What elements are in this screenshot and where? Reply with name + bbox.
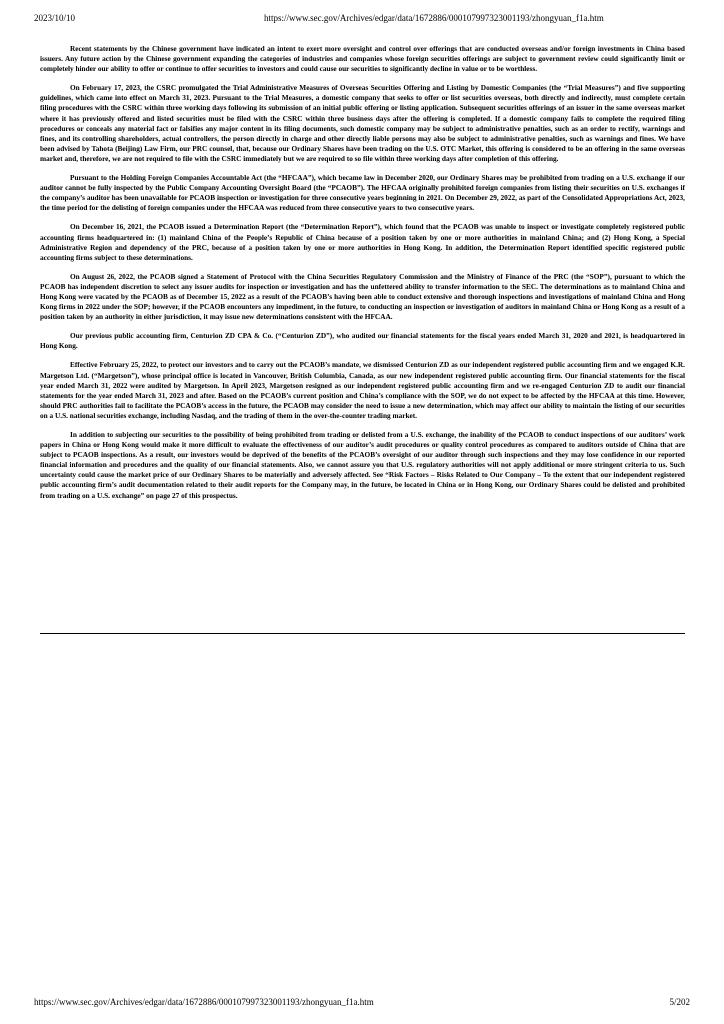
print-url: https://www.sec.gov/Archives/edgar/data/1672886/000107997323001193/zhongyuan_f1a.htm xyxy=(264,13,604,23)
paragraph-hfcaa: Pursuant to the Holding Foreign Companies Accountable Act (the “HFCAA”), which became law in December 2020, our Ordinary Shares may be prohibited from trading on a U.S. exchange if our auditor cannot be fully inspected by the Public Company Accounting Oversight Board (the “PCAOB”). The HFCAA originally prohibited foreign companies from listing their securities on U.S. exchanges if the company’s auditor has been unavailable for PCAOB inspection or investigation for three consecutive years beginning in 2021. On December 29, 2022, as part of the Consolidated Appropriations Act, 2023, the time period for the delisting of foreign companies under the HFCAA was reduced from three consecutive years to two consecutive years. xyxy=(40,173,685,213)
paragraph-determination-report: On December 16, 2021, the PCAOB issued a Determination Report (the “Determination Report”), which found that the PCAOB was unable to inspect or investigate completely registered public accounting firms headquartered in: (1) mainland China of the People’s Republic of China because of a position taken by one or more authorities in mainland China; and (2) Hong Kong, a Special Administrative Region and dependency of the PRC, because of a position taken by one or more authorities in Hong Kong. In addition, the Determination Report identified specific registered public accounting firms subject to these determinations. xyxy=(40,222,685,262)
print-footer xyxy=(34,996,690,1010)
print-date: 2023/10/10 xyxy=(34,13,76,23)
page-divider xyxy=(40,633,685,634)
footer-url: https://www.sec.gov/Archives/edgar/data/1672886/000107997323001193/zhongyuan_f1a.htm xyxy=(34,997,374,1007)
paragraph-csrc-trial-measures: On February 17, 2023, the CSRC promulgated the Trial Administrative Measures of Overseas Securities Offering and Listing by Domestic Companies (the “Trial Measures”) and five supporting guidelines, which came into effect on March 31, 2023. Pursuant to the Trial Measures, a domestic company that seeks to offer or list securities overseas, both directly and indirectly, must complete certain filing procedures with the CSRC within three working days following its submission of an initial public offering or listing application. Subsequent securities offerings of an issuer in the same overseas market where it has previously offered and listed securities must be filed with the CSRC within three business days after the offering is completed. If a domestic company fails to complete the required filing procedures or conceals any material fact or falsifies any major content in its filing documents, such domestic company may be subject to administrative penalties, such as an order to rectify, warnings and fines, and its controlling shareholders, actual controllers, the person directly in charge and other directly liable persons may also be subject to administrative penalties, such as warnings and fines. We have been advised by Tahota (Beijing) Law Firm, our PRC counsel, that, because our Ordinary Shares have been trading on the U.S. OTC Market, this offering is considered to be an offering in the same overseas market and, therefore, we are not required to file with the CSRC immediately but we are required to so file within three working days after completion of this offering. xyxy=(40,83,685,163)
document-body xyxy=(40,44,685,510)
paragraph-government-oversight: Recent statements by the Chinese government have indicated an intent to exert more oversight and control over offerings that are conducted overseas and/or foreign investments in China based issuers. Any future action by the Chinese government expanding the categories of industries and companies whose foreign securities offerings are subject to government review could significantly limit or completely hinder our ability to offer or continue to offer securities to investors and could cause our securities to significantly decline in value or to be worthless. xyxy=(40,44,685,74)
paragraph-auditor-change: Effective February 25, 2022, to protect our investors and to carry out the PCAOB’s mandate, we dismissed Centurion ZD as our independent registered public accounting firm and we engaged K.R. Margetson Ltd. (“Margetson”), whose principal office is located in Vancouver, British Columbia, Canada, as our new independent registered public accounting firm. Our financial statements for the fiscal year ended March 31, 2022 were audited by Margetson. In April 2023, Margetson resigned as our independent registered public accounting firm and we re-engaged Centurion ZD to audit our financial statements for the year ended March 31, 2023 and after. Based on the PCAOB’s current position and China’s compliance with the SOP, we do not expect to be affected by the HFCAA at this time. However, should PRC authorities fail to facilitate the PCAOB’s access in the future, the PCAOB may consider the need to issue a new determination, which may affect our ability to maintain the listing of our securities on a U.S. national securities exchange, including Nasdaq, and the trading of them in the over-the-counter trading market. xyxy=(40,360,685,420)
paragraph-previous-auditor: Our previous public accounting firm, Centurion ZD CPA & Co. (“Centurion ZD”), who audited our financial statements for the fiscal years ended March 31, 2020 and 2021, is headquartered in Hong Kong. xyxy=(40,331,685,351)
paragraph-inspection-risks: In addition to subjecting our securities to the possibility of being prohibited from trading or delisted from a U.S. exchange, the inability of the PCAOB to conduct inspections of our auditors’ work papers in China or Hong Kong would make it more difficult to evaluate the effectiveness of our auditor’s audit procedures or quality control procedures as compared to auditors outside of China that are subject to PCAOB inspections. As a result, our investors would be deprived of the benefits of the PCAOB’s oversight of our auditor through such inspections and they may lose confidence in our reported financial information and procedures and the quality of our financial statements. Also, we cannot assure you that U.S. regulatory authorities will not apply additional or more stringent criteria to us. Such uncertainty could cause the market price of our Ordinary Shares to be materially and adversely affected. See “Risk Factors – Risks Related to Our Company – To the extent that our independent registered public accounting firm’s audit documentation related to their audit reports for the Company may, in the future, be located in China or in Hong Kong, our Ordinary Shares could be delisted and prohibited from trading on a U.S. exchange” on page 27 of this prospectus. xyxy=(40,430,685,500)
print-header xyxy=(34,12,690,26)
page-number: 5/202 xyxy=(669,997,690,1007)
paragraph-statement-of-protocol: On August 26, 2022, the PCAOB signed a Statement of Protocol with the China Securities Regulatory Commission and the Ministry of Finance of the PRC (the “SOP”), pursuant to which the PCAOB has independent discretion to select any issuer audits for inspection or investigation and has the unfettered ability to transfer information to the SEC. The determinations as to mainland China and Hong Kong were vacated by the PCAOB as of December 15, 2022 as a result of the PCAOB’s having been able to conduct extensive and thorough inspections and investigations of mainland China and Hong Kong firms in 2022 under the SOP; however, if the PCAOB encounters any impediment, in the future, to conducting an inspection or investigation of auditors in mainland China or Hong Kong as a result of a position taken by an authority in either jurisdiction, it may issue new determinations consistent with the HFCAA. xyxy=(40,271,685,322)
